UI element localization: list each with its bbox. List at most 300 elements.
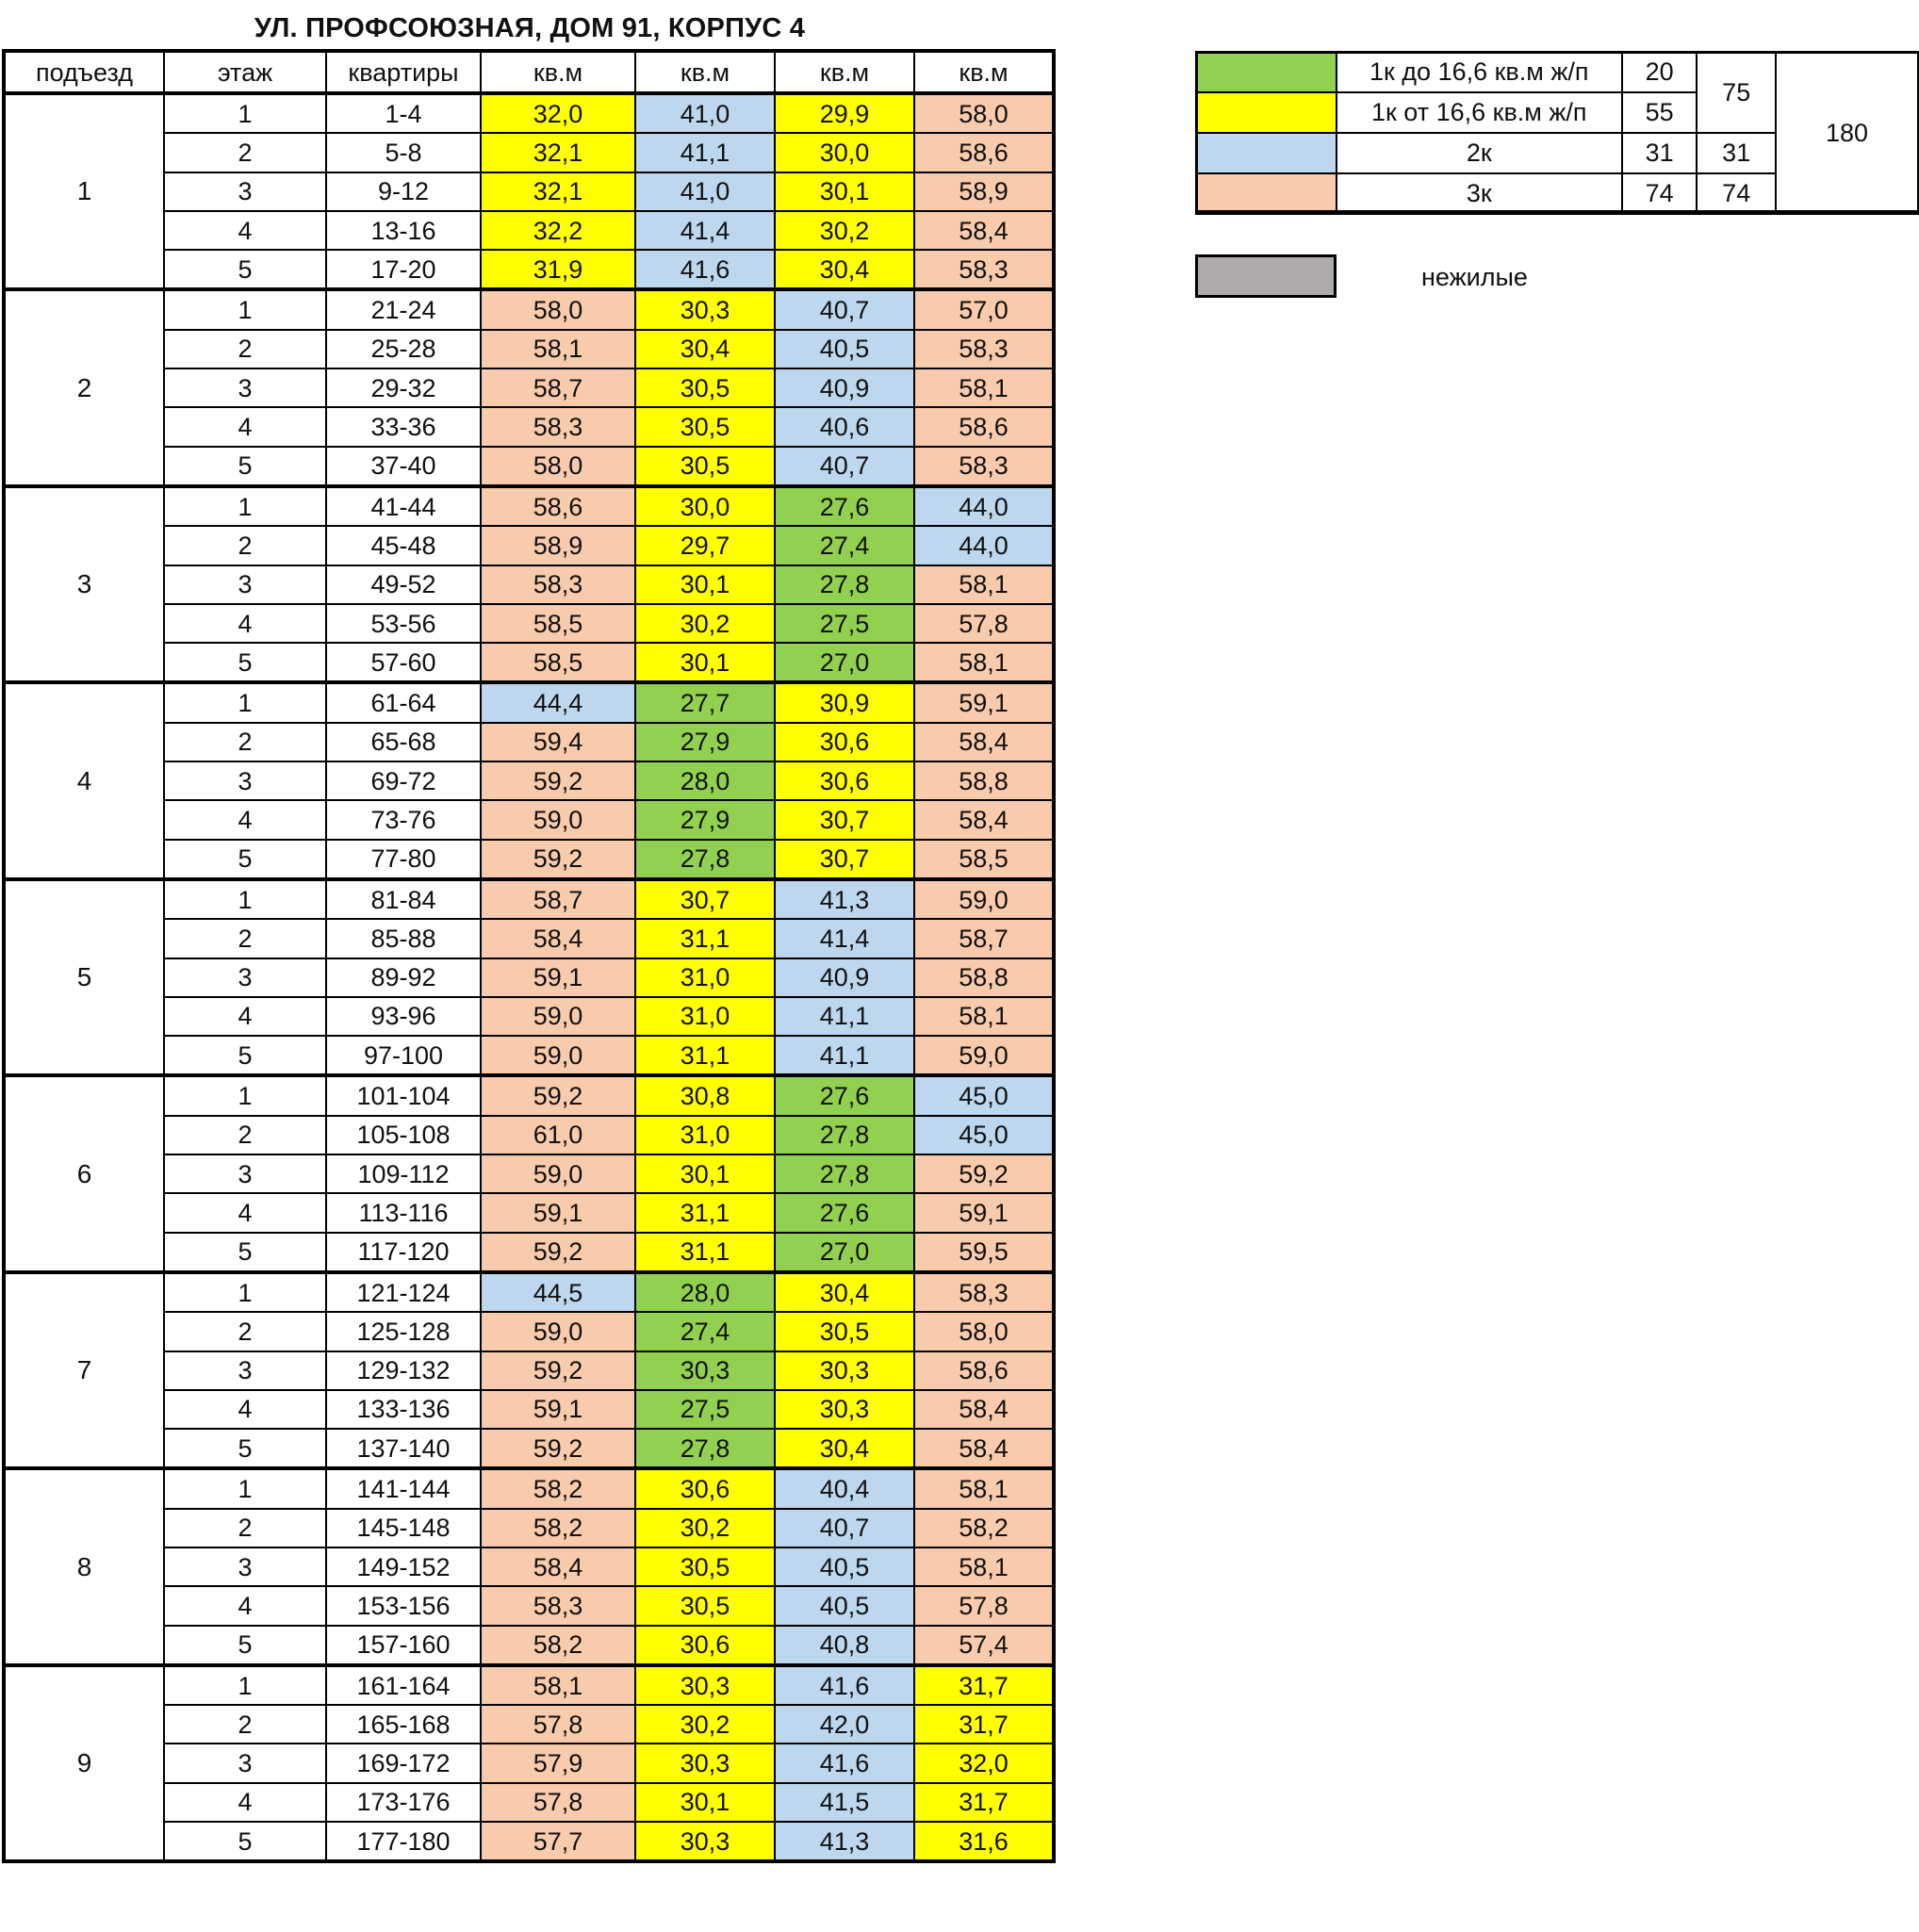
area-cell: 41,4 (775, 919, 914, 958)
floor-number: 4 (164, 407, 326, 446)
area-cell: 44,5 (481, 1272, 635, 1312)
area-cell: 27,4 (775, 526, 914, 565)
area-cell: 27,8 (775, 1116, 914, 1154)
floor-number: 3 (164, 368, 326, 407)
area-cell: 30,2 (775, 211, 914, 250)
apartment-range: 25-28 (326, 330, 481, 368)
area-cell: 42,0 (775, 1705, 914, 1744)
area-cell: 58,8 (914, 958, 1054, 997)
area-cell: 58,7 (914, 919, 1054, 958)
legend-label: 1к от 16,6 кв.м ж/п (1337, 92, 1622, 133)
area-cell: 30,1 (775, 172, 914, 211)
area-cell: 58,1 (914, 1468, 1054, 1508)
header-floor: этаж (164, 51, 326, 93)
apartment-range: 73-76 (326, 800, 481, 839)
area-cell: 59,1 (914, 1193, 1054, 1232)
area-cell: 59,0 (481, 800, 635, 839)
area-cell: 27,5 (775, 604, 914, 643)
area-cell: 59,2 (481, 840, 635, 879)
apartment-range: 129-132 (326, 1351, 481, 1390)
area-cell: 58,4 (914, 800, 1054, 839)
area-cell: 30,5 (635, 368, 775, 407)
area-cell: 41,0 (635, 172, 775, 211)
floor-number: 2 (164, 1312, 326, 1351)
floor-number: 2 (164, 526, 326, 565)
area-cell: 27,4 (635, 1312, 775, 1351)
area-cell: 31,1 (635, 1193, 775, 1232)
area-cell: 31,6 (914, 1822, 1054, 1861)
document-title: УЛ. ПРОФСОЮЗНАЯ, ДОМ 91, КОРПУС 4 (254, 13, 806, 43)
area-cell: 58,4 (914, 211, 1054, 250)
area-cell: 30,7 (775, 800, 914, 839)
area-cell: 27,0 (775, 643, 914, 682)
apartment-range: 149-152 (326, 1547, 481, 1586)
floor-number: 2 (164, 133, 326, 172)
header-area-2: кв.м (635, 51, 775, 93)
area-cell: 30,4 (775, 1429, 914, 1468)
floor-number: 1 (164, 289, 326, 329)
area-cell: 59,2 (481, 761, 635, 800)
floor-number: 1 (164, 1272, 326, 1312)
area-cell: 31,0 (635, 1116, 775, 1154)
area-cell: 30,4 (775, 250, 914, 289)
area-cell: 58,0 (481, 447, 635, 486)
header-apartments: квартиры (326, 51, 481, 93)
legend-row (1196, 52, 1918, 92)
area-cell: 27,8 (775, 1154, 914, 1193)
area-cell: 40,5 (775, 1586, 914, 1625)
area-cell: 28,0 (635, 1272, 775, 1312)
floor-number: 5 (164, 447, 326, 486)
floor-number: 4 (164, 1586, 326, 1625)
area-cell: 58,4 (914, 723, 1054, 761)
legend-label: 1к до 16,6 кв.м ж/п (1337, 52, 1622, 92)
apartment-range: 157-160 (326, 1626, 481, 1665)
area-cell: 30,7 (775, 840, 914, 879)
apartment-range: 121-124 (326, 1272, 481, 1312)
apartment-range: 117-120 (326, 1233, 481, 1272)
apartment-range: 13-16 (326, 211, 481, 250)
floor-number: 4 (164, 1390, 326, 1429)
floor-number: 3 (164, 1154, 326, 1193)
area-cell: 58,5 (481, 604, 635, 643)
area-cell: 58,3 (914, 1272, 1054, 1312)
entrance-number: 4 (4, 682, 164, 878)
legend-total: 180 (1776, 52, 1918, 214)
area-cell: 30,1 (635, 643, 775, 682)
entrance-number: 1 (4, 93, 164, 289)
floor-number: 2 (164, 1705, 326, 1744)
area-cell: 58,7 (481, 368, 635, 407)
legend-subtotal: 74 (1697, 173, 1776, 214)
floor-number: 2 (164, 919, 326, 958)
apartment-range: 141-144 (326, 1468, 481, 1508)
area-cell: 45,0 (914, 1116, 1054, 1154)
table-row (4, 486, 1054, 526)
apartment-range: 9-12 (326, 172, 481, 211)
area-cell: 45,0 (914, 1075, 1054, 1115)
area-cell: 30,2 (635, 1705, 775, 1744)
area-cell: 41,3 (775, 1822, 914, 1861)
area-cell: 57,0 (914, 289, 1054, 329)
legend-table (1195, 51, 1919, 215)
area-cell: 58,2 (481, 1626, 635, 1665)
area-cell: 41,1 (635, 133, 775, 172)
apartment-range: 153-156 (326, 1586, 481, 1625)
header-entrance: подъезд (4, 51, 164, 93)
area-cell: 31,1 (635, 1036, 775, 1075)
area-cell: 58,1 (914, 565, 1054, 604)
area-cell: 44,0 (914, 526, 1054, 565)
apartment-range: 97-100 (326, 1036, 481, 1075)
area-cell: 58,3 (914, 447, 1054, 486)
area-cell: 30,5 (635, 447, 775, 486)
apartment-range: 81-84 (326, 879, 481, 919)
area-cell: 30,6 (635, 1468, 775, 1508)
area-cell: 58,2 (481, 1509, 635, 1547)
floor-number: 1 (164, 486, 326, 526)
area-cell: 32,0 (481, 93, 635, 133)
entrance-number: 6 (4, 1075, 164, 1271)
area-cell: 58,2 (481, 1468, 635, 1508)
area-cell: 58,4 (481, 919, 635, 958)
apartment-range: 61-64 (326, 682, 481, 722)
area-cell: 30,7 (635, 879, 775, 919)
area-cell: 27,6 (775, 1075, 914, 1115)
area-cell: 40,5 (775, 330, 914, 368)
area-cell: 59,1 (481, 1390, 635, 1429)
area-cell: 59,0 (481, 1036, 635, 1075)
area-cell: 31,7 (914, 1665, 1054, 1705)
floor-number: 5 (164, 250, 326, 289)
area-cell: 27,8 (635, 840, 775, 879)
area-cell: 44,0 (914, 486, 1054, 526)
floor-number: 5 (164, 1429, 326, 1468)
header-area-4: кв.м (914, 51, 1054, 93)
legend-swatch-grey (1195, 254, 1337, 298)
area-cell: 30,3 (775, 1351, 914, 1390)
apartment-range: 173-176 (326, 1783, 481, 1822)
area-cell: 40,9 (775, 958, 914, 997)
apartment-range: 45-48 (326, 526, 481, 565)
floor-number: 4 (164, 997, 326, 1036)
area-cell: 59,1 (481, 1193, 635, 1232)
area-cell: 58,1 (914, 643, 1054, 682)
floor-number: 1 (164, 1468, 326, 1508)
area-cell: 27,0 (775, 1233, 914, 1272)
area-cell: 40,8 (775, 1626, 914, 1665)
area-cell: 31,7 (914, 1705, 1054, 1744)
apartment-range: 165-168 (326, 1705, 481, 1744)
area-cell: 30,5 (635, 1586, 775, 1625)
area-cell: 27,7 (635, 682, 775, 722)
area-cell: 41,4 (635, 211, 775, 250)
area-cell: 59,0 (914, 879, 1054, 919)
area-cell: 41,3 (775, 879, 914, 919)
area-cell: 58,0 (914, 1312, 1054, 1351)
area-cell: 59,0 (481, 997, 635, 1036)
area-cell: 41,1 (775, 997, 914, 1036)
floor-number: 4 (164, 211, 326, 250)
area-cell: 58,3 (481, 565, 635, 604)
floor-number: 3 (164, 1547, 326, 1586)
floor-number: 5 (164, 1626, 326, 1665)
floor-number: 1 (164, 682, 326, 722)
area-cell: 27,6 (775, 486, 914, 526)
area-cell: 41,6 (775, 1665, 914, 1705)
area-cell: 27,8 (775, 565, 914, 604)
nonresidential-label: нежилые (1421, 263, 1528, 291)
legend-count: 20 (1622, 52, 1698, 92)
area-cell: 58,0 (481, 289, 635, 329)
area-cell: 30,6 (635, 1626, 775, 1665)
area-cell: 30,3 (635, 1744, 775, 1782)
floor-number: 2 (164, 723, 326, 761)
legend-count: 31 (1622, 133, 1698, 173)
apartment-range: 21-24 (326, 289, 481, 329)
area-cell: 58,8 (914, 761, 1054, 800)
apartment-range: 37-40 (326, 447, 481, 486)
area-cell: 58,1 (914, 997, 1054, 1036)
area-cell: 30,3 (635, 1665, 775, 1705)
legend-swatch-peach (1196, 173, 1337, 214)
legend-swatch-green (1196, 52, 1337, 92)
area-cell: 30,0 (775, 133, 914, 172)
area-cell: 58,1 (914, 1547, 1054, 1586)
area-cell: 30,1 (635, 1783, 775, 1822)
area-cell: 30,3 (635, 289, 775, 329)
area-cell: 58,1 (481, 330, 635, 368)
apartment-range: 17-20 (326, 250, 481, 289)
area-cell: 30,2 (635, 1509, 775, 1547)
area-cell: 40,7 (775, 289, 914, 329)
floor-number: 3 (164, 1351, 326, 1390)
area-cell: 58,3 (914, 250, 1054, 289)
area-cell: 58,3 (481, 407, 635, 446)
area-cell: 58,4 (481, 1547, 635, 1586)
area-cell: 27,5 (635, 1390, 775, 1429)
floor-number: 5 (164, 840, 326, 879)
area-cell: 30,6 (775, 761, 914, 800)
apartment-range: 57-60 (326, 643, 481, 682)
area-cell: 41,1 (775, 1036, 914, 1075)
area-cell: 30,3 (635, 1822, 775, 1861)
area-cell: 30,1 (635, 1154, 775, 1193)
area-cell: 30,8 (635, 1075, 775, 1115)
entrance-number: 7 (4, 1272, 164, 1468)
area-cell: 57,9 (481, 1744, 635, 1782)
area-cell: 44,4 (481, 682, 635, 722)
area-cell: 57,7 (481, 1822, 635, 1861)
area-cell: 30,5 (775, 1312, 914, 1351)
area-cell: 58,9 (481, 526, 635, 565)
area-cell: 30,2 (635, 604, 775, 643)
area-cell: 30,5 (635, 1547, 775, 1586)
area-cell: 59,4 (481, 723, 635, 761)
area-cell: 58,3 (914, 330, 1054, 368)
area-cell: 57,8 (481, 1783, 635, 1822)
floor-number: 1 (164, 879, 326, 919)
floor-number: 4 (164, 1783, 326, 1822)
area-cell: 59,1 (481, 958, 635, 997)
area-cell: 58,6 (481, 486, 635, 526)
apartment-range: 161-164 (326, 1665, 481, 1705)
floor-number: 4 (164, 1193, 326, 1232)
area-cell: 31,0 (635, 997, 775, 1036)
entrance-number: 8 (4, 1468, 164, 1664)
area-cell: 59,2 (481, 1429, 635, 1468)
area-cell: 58,2 (914, 1509, 1054, 1547)
entrance-number: 2 (4, 289, 164, 485)
area-cell: 31,9 (481, 250, 635, 289)
area-cell: 41,6 (635, 250, 775, 289)
area-cell: 29,9 (775, 93, 914, 133)
area-cell: 41,5 (775, 1783, 914, 1822)
apartment-range: 49-52 (326, 565, 481, 604)
floor-number: 1 (164, 93, 326, 133)
entrance-number: 5 (4, 879, 164, 1075)
apartment-range: 77-80 (326, 840, 481, 879)
apartment-range: 109-112 (326, 1154, 481, 1193)
area-cell: 58,3 (481, 1586, 635, 1625)
apartment-range: 65-68 (326, 723, 481, 761)
area-cell: 59,0 (914, 1036, 1054, 1075)
area-cell: 57,4 (914, 1626, 1054, 1665)
area-cell: 30,5 (635, 407, 775, 446)
area-cell: 59,0 (481, 1154, 635, 1193)
legend-subtotal: 31 (1697, 133, 1776, 173)
apartment-range: 69-72 (326, 761, 481, 800)
apartment-range: 33-36 (326, 407, 481, 446)
apartment-range: 105-108 (326, 1116, 481, 1154)
floor-number: 1 (164, 1075, 326, 1115)
apartment-range: 53-56 (326, 604, 481, 643)
floor-number: 3 (164, 958, 326, 997)
area-cell: 57,8 (481, 1705, 635, 1744)
area-cell: 58,1 (481, 1665, 635, 1705)
apartment-range: 93-96 (326, 997, 481, 1036)
apartment-range: 169-172 (326, 1744, 481, 1782)
apartment-range: 177-180 (326, 1822, 481, 1861)
area-cell: 59,2 (481, 1233, 635, 1272)
entrance-number: 3 (4, 486, 164, 682)
table-row (4, 289, 1054, 329)
floor-number: 3 (164, 1744, 326, 1782)
legend-label: 2к (1337, 133, 1622, 173)
floor-number: 1 (164, 1665, 326, 1705)
area-cell: 30,9 (775, 682, 914, 722)
area-cell: 27,9 (635, 800, 775, 839)
area-cell: 28,0 (635, 761, 775, 800)
area-cell: 61,0 (481, 1116, 635, 1154)
legend-label: 3к (1337, 173, 1622, 214)
area-cell: 59,0 (481, 1312, 635, 1351)
floor-number: 5 (164, 1036, 326, 1075)
floor-number: 2 (164, 330, 326, 368)
apartment-range: 5-8 (326, 133, 481, 172)
table-row (4, 879, 1054, 919)
area-cell: 30,0 (635, 486, 775, 526)
area-cell: 31,0 (635, 958, 775, 997)
area-cell: 30,3 (635, 1351, 775, 1390)
area-cell: 58,1 (914, 368, 1054, 407)
apartment-range: 85-88 (326, 919, 481, 958)
area-cell: 31,1 (635, 1233, 775, 1272)
apartments-table (2, 49, 1056, 1863)
floor-number: 2 (164, 1509, 326, 1547)
area-cell: 58,9 (914, 172, 1054, 211)
legend-one-room-subtotal: 75 (1697, 52, 1776, 133)
area-cell: 32,0 (914, 1744, 1054, 1782)
header-row (4, 51, 1054, 93)
area-cell: 58,5 (481, 643, 635, 682)
area-cell: 31,1 (635, 919, 775, 958)
area-cell: 58,0 (914, 93, 1054, 133)
area-cell: 30,4 (775, 1272, 914, 1312)
area-cell: 30,3 (775, 1390, 914, 1429)
floor-number: 4 (164, 604, 326, 643)
area-cell: 59,1 (914, 682, 1054, 722)
legend-count: 74 (1622, 173, 1698, 214)
area-cell: 29,7 (635, 526, 775, 565)
area-cell: 58,6 (914, 1351, 1054, 1390)
apartment-range: 89-92 (326, 958, 481, 997)
area-cell: 58,6 (914, 133, 1054, 172)
area-cell: 58,4 (914, 1390, 1054, 1429)
floor-number: 2 (164, 1116, 326, 1154)
table-row (4, 1075, 1054, 1115)
table-row (4, 93, 1054, 133)
area-cell: 40,7 (775, 447, 914, 486)
area-cell: 32,1 (481, 133, 635, 172)
table-row (4, 1468, 1054, 1508)
area-cell: 41,0 (635, 93, 775, 133)
floor-number: 3 (164, 761, 326, 800)
floor-number: 4 (164, 800, 326, 839)
area-cell: 27,9 (635, 723, 775, 761)
area-cell: 27,8 (635, 1429, 775, 1468)
area-cell: 30,1 (635, 565, 775, 604)
legend-swatch-yellow (1196, 92, 1337, 133)
apartment-range: 125-128 (326, 1312, 481, 1351)
area-cell: 27,6 (775, 1193, 914, 1232)
table-row (4, 1272, 1054, 1312)
apartment-range: 113-116 (326, 1193, 481, 1232)
area-cell: 59,2 (481, 1351, 635, 1390)
table-row (4, 682, 1054, 722)
legend-swatch-blue (1196, 133, 1337, 173)
area-cell: 58,7 (481, 879, 635, 919)
area-cell: 30,4 (635, 330, 775, 368)
apartment-range: 1-4 (326, 93, 481, 133)
floor-number: 3 (164, 565, 326, 604)
apartment-range: 29-32 (326, 368, 481, 407)
table-row (4, 1665, 1054, 1705)
legend-count: 55 (1622, 92, 1698, 133)
area-cell: 57,8 (914, 1586, 1054, 1625)
area-cell: 59,2 (914, 1154, 1054, 1193)
area-cell: 58,5 (914, 840, 1054, 879)
area-cell: 32,2 (481, 211, 635, 250)
header-area-1: кв.м (481, 51, 635, 93)
apartment-range: 133-136 (326, 1390, 481, 1429)
area-cell: 30,6 (775, 723, 914, 761)
floor-number: 3 (164, 172, 326, 211)
area-cell: 59,5 (914, 1233, 1054, 1272)
apartment-range: 145-148 (326, 1509, 481, 1547)
apartment-range: 41-44 (326, 486, 481, 526)
apartment-range: 137-140 (326, 1429, 481, 1468)
